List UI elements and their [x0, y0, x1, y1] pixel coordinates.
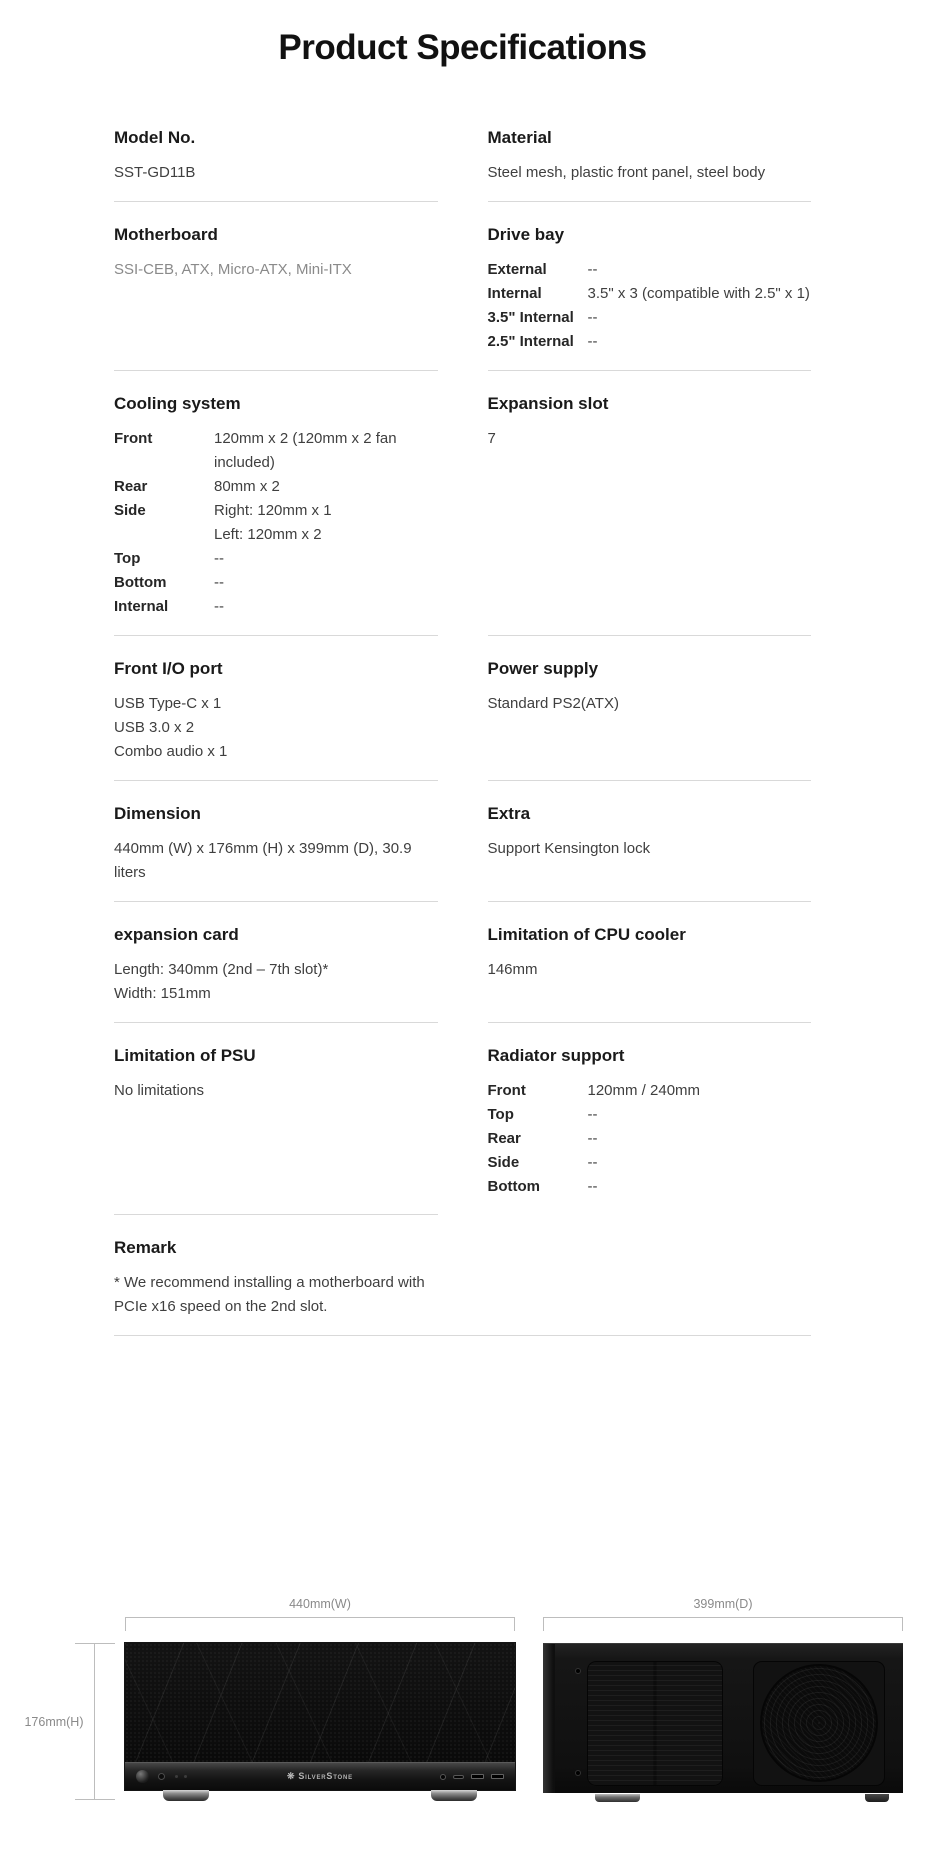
screw-icon	[576, 1771, 580, 1775]
section-value: SSI-CEB, ATX, Micro-ATX, Mini-ITX	[114, 261, 352, 278]
section-title: Motherboard	[114, 225, 218, 244]
spec-row-value: 120mm / 240mm	[587, 1082, 701, 1099]
section-value: * We recommend installing a motherboard with PCIe x16 speed on the 2nd slot.	[114, 1274, 425, 1315]
io-line: USB Type-C x 1	[114, 695, 222, 712]
page-title: Product Specifications	[278, 28, 647, 67]
spec-row	[488, 1103, 812, 1127]
fan-grille	[760, 1664, 878, 1782]
section-title: Material	[487, 128, 552, 147]
case-foot	[595, 1794, 640, 1802]
height-dimension-label: 176mm(H)	[24, 1715, 84, 1729]
case-foot	[865, 1794, 889, 1802]
spec-grid	[114, 105, 811, 1335]
section-title: Front I/O port	[114, 659, 223, 678]
spec-section-empty	[488, 1215, 812, 1335]
spec-row	[488, 258, 812, 282]
spec-row-label: Side	[487, 1154, 520, 1171]
width-dimension-line	[125, 1596, 515, 1631]
section-title: Extra	[487, 804, 531, 823]
spec-row-value: --	[214, 550, 224, 567]
section-value: 440mm (W) x 176mm (H) x 399mm (D), 30.9 liters	[114, 840, 412, 881]
section-title: Dimension	[114, 804, 201, 823]
spec-section-motherboard	[114, 202, 438, 371]
section-title: expansion card	[114, 925, 239, 944]
section-title: Power supply	[487, 659, 599, 678]
width-dimension-label: 440mm(W)	[289, 1597, 351, 1611]
case-front-body	[125, 1643, 515, 1790]
spec-section-remark	[114, 1215, 438, 1335]
section-value: 7	[487, 430, 496, 447]
spec-row-value: --	[587, 333, 598, 350]
spec-row-value: --	[214, 598, 224, 615]
spec-row	[114, 571, 438, 595]
spec-row	[114, 427, 438, 475]
snowflake-logo-icon: ❊	[287, 1771, 296, 1781]
drive-bay-table	[488, 258, 812, 354]
spec-section-front-io	[114, 636, 438, 781]
dimension-bracket	[543, 1617, 903, 1631]
spec-row-label: Internal	[487, 285, 542, 302]
spec-section-cooling-system	[114, 371, 438, 636]
case-foot	[163, 1790, 209, 1801]
fan-vent-panel	[753, 1661, 885, 1786]
section-title: Model No.	[114, 128, 196, 147]
io-line: USB 3.0 x 2	[114, 719, 195, 736]
bottom-divider	[114, 1335, 811, 1336]
dimension-bracket	[125, 1617, 515, 1631]
section-title: Drive bay	[487, 225, 565, 244]
spec-row-value: 120mm x 2 (120mm x 2 fan included)	[214, 430, 397, 471]
section-title: Limitation of CPU cooler	[487, 925, 686, 944]
section-title: Limitation of PSU	[114, 1046, 256, 1065]
section-title: Radiator support	[487, 1046, 625, 1065]
expansion-card-line: Length: 340mm (2nd – 7th slot)*	[114, 961, 329, 978]
spec-section-extra	[488, 781, 812, 902]
case-front-view-image	[125, 1643, 515, 1801]
io-line: Combo audio x 1	[114, 743, 228, 760]
spec-row	[114, 547, 438, 571]
section-value: No limitations	[114, 1082, 205, 1099]
spec-section-radiator-support	[488, 1023, 812, 1215]
spec-row-label: Rear	[487, 1130, 521, 1147]
spec-row-label: Bottom	[487, 1178, 540, 1195]
spec-value-line: Left: 120mm x 2	[214, 526, 322, 543]
section-value: SST-GD11B	[114, 164, 196, 181]
spec-row-value: 3.5" x 3 (compatible with 2.5" x 1)	[587, 285, 810, 302]
spec-row-value: --	[587, 309, 598, 326]
spec-row-label: Front	[487, 1082, 526, 1099]
brand-logo-text: SilverStone	[298, 1771, 353, 1781]
spec-row-value: --	[214, 574, 224, 591]
spec-row	[114, 475, 438, 499]
section-title: Cooling system	[114, 394, 241, 413]
brand-logo	[125, 1771, 515, 1782]
front-mesh-panel	[125, 1643, 515, 1762]
spec-row-value: 80mm x 2	[214, 478, 280, 495]
spec-section-expansion-slot	[488, 371, 812, 636]
spec-row-label: 2.5" Internal	[487, 333, 574, 350]
spec-row-value: --	[587, 261, 598, 278]
cooling-table	[114, 427, 438, 619]
spec-row	[488, 1127, 812, 1151]
spec-row	[488, 282, 812, 306]
spec-row-label: Front	[114, 430, 153, 447]
spec-section-cpu-cooler	[488, 902, 812, 1023]
spec-section-expansion-card	[114, 902, 438, 1023]
spec-row-label: Top	[487, 1106, 514, 1123]
spec-row-value	[214, 499, 438, 547]
spec-row	[114, 595, 438, 619]
spec-section-power-supply	[488, 636, 812, 781]
spec-section-model-no	[114, 105, 438, 202]
dimension-figures	[0, 1596, 925, 1870]
section-value-lines	[114, 958, 438, 1006]
spec-row-value: --	[587, 1178, 598, 1195]
section-value-lines	[114, 692, 438, 764]
spec-row	[488, 1079, 812, 1103]
spec-section-dimension	[114, 781, 438, 902]
spec-section-drive-bay	[488, 202, 812, 371]
spec-value-line: Right: 120mm x 1	[214, 502, 332, 519]
depth-dimension-line	[543, 1596, 903, 1631]
spec-section-material	[488, 105, 812, 202]
radiator-table	[488, 1079, 812, 1199]
spec-row-label: Side	[114, 502, 146, 519]
screw-icon	[576, 1669, 580, 1673]
spec-row-label: Top	[114, 550, 141, 567]
spec-row-label: 3.5" Internal	[487, 309, 574, 326]
spec-row-value: --	[587, 1130, 598, 1147]
case-side-view-image	[543, 1643, 903, 1793]
side-front-edge	[543, 1644, 555, 1793]
spec-row-label: External	[487, 261, 547, 278]
section-value: Standard PS2(ATX)	[487, 695, 619, 712]
spec-row-value: --	[587, 1154, 598, 1171]
front-bezel	[125, 1762, 515, 1790]
section-title: Remark	[114, 1238, 177, 1257]
section-value: 146mm	[487, 961, 538, 978]
section-value: Steel mesh, plastic front panel, steel body	[487, 164, 766, 181]
spec-section-limitation-psu	[114, 1023, 438, 1215]
spec-row	[488, 306, 812, 330]
spec-content	[114, 105, 811, 1336]
section-title: Expansion slot	[487, 394, 609, 413]
vent-panel	[587, 1661, 723, 1786]
expansion-card-line: Width: 151mm	[114, 985, 211, 1002]
case-foot	[431, 1790, 477, 1801]
spec-row-label: Internal	[114, 598, 169, 615]
spec-row-label: Rear	[114, 478, 148, 495]
depth-dimension-label: 399mm(D)	[693, 1597, 753, 1611]
spec-row	[488, 1175, 812, 1199]
section-value: Support Kensington lock	[487, 840, 651, 857]
spec-row-value: --	[587, 1106, 598, 1123]
spec-row	[488, 330, 812, 354]
spec-row	[488, 1151, 812, 1175]
spec-row-label: Bottom	[114, 574, 167, 591]
spec-row	[114, 499, 438, 547]
